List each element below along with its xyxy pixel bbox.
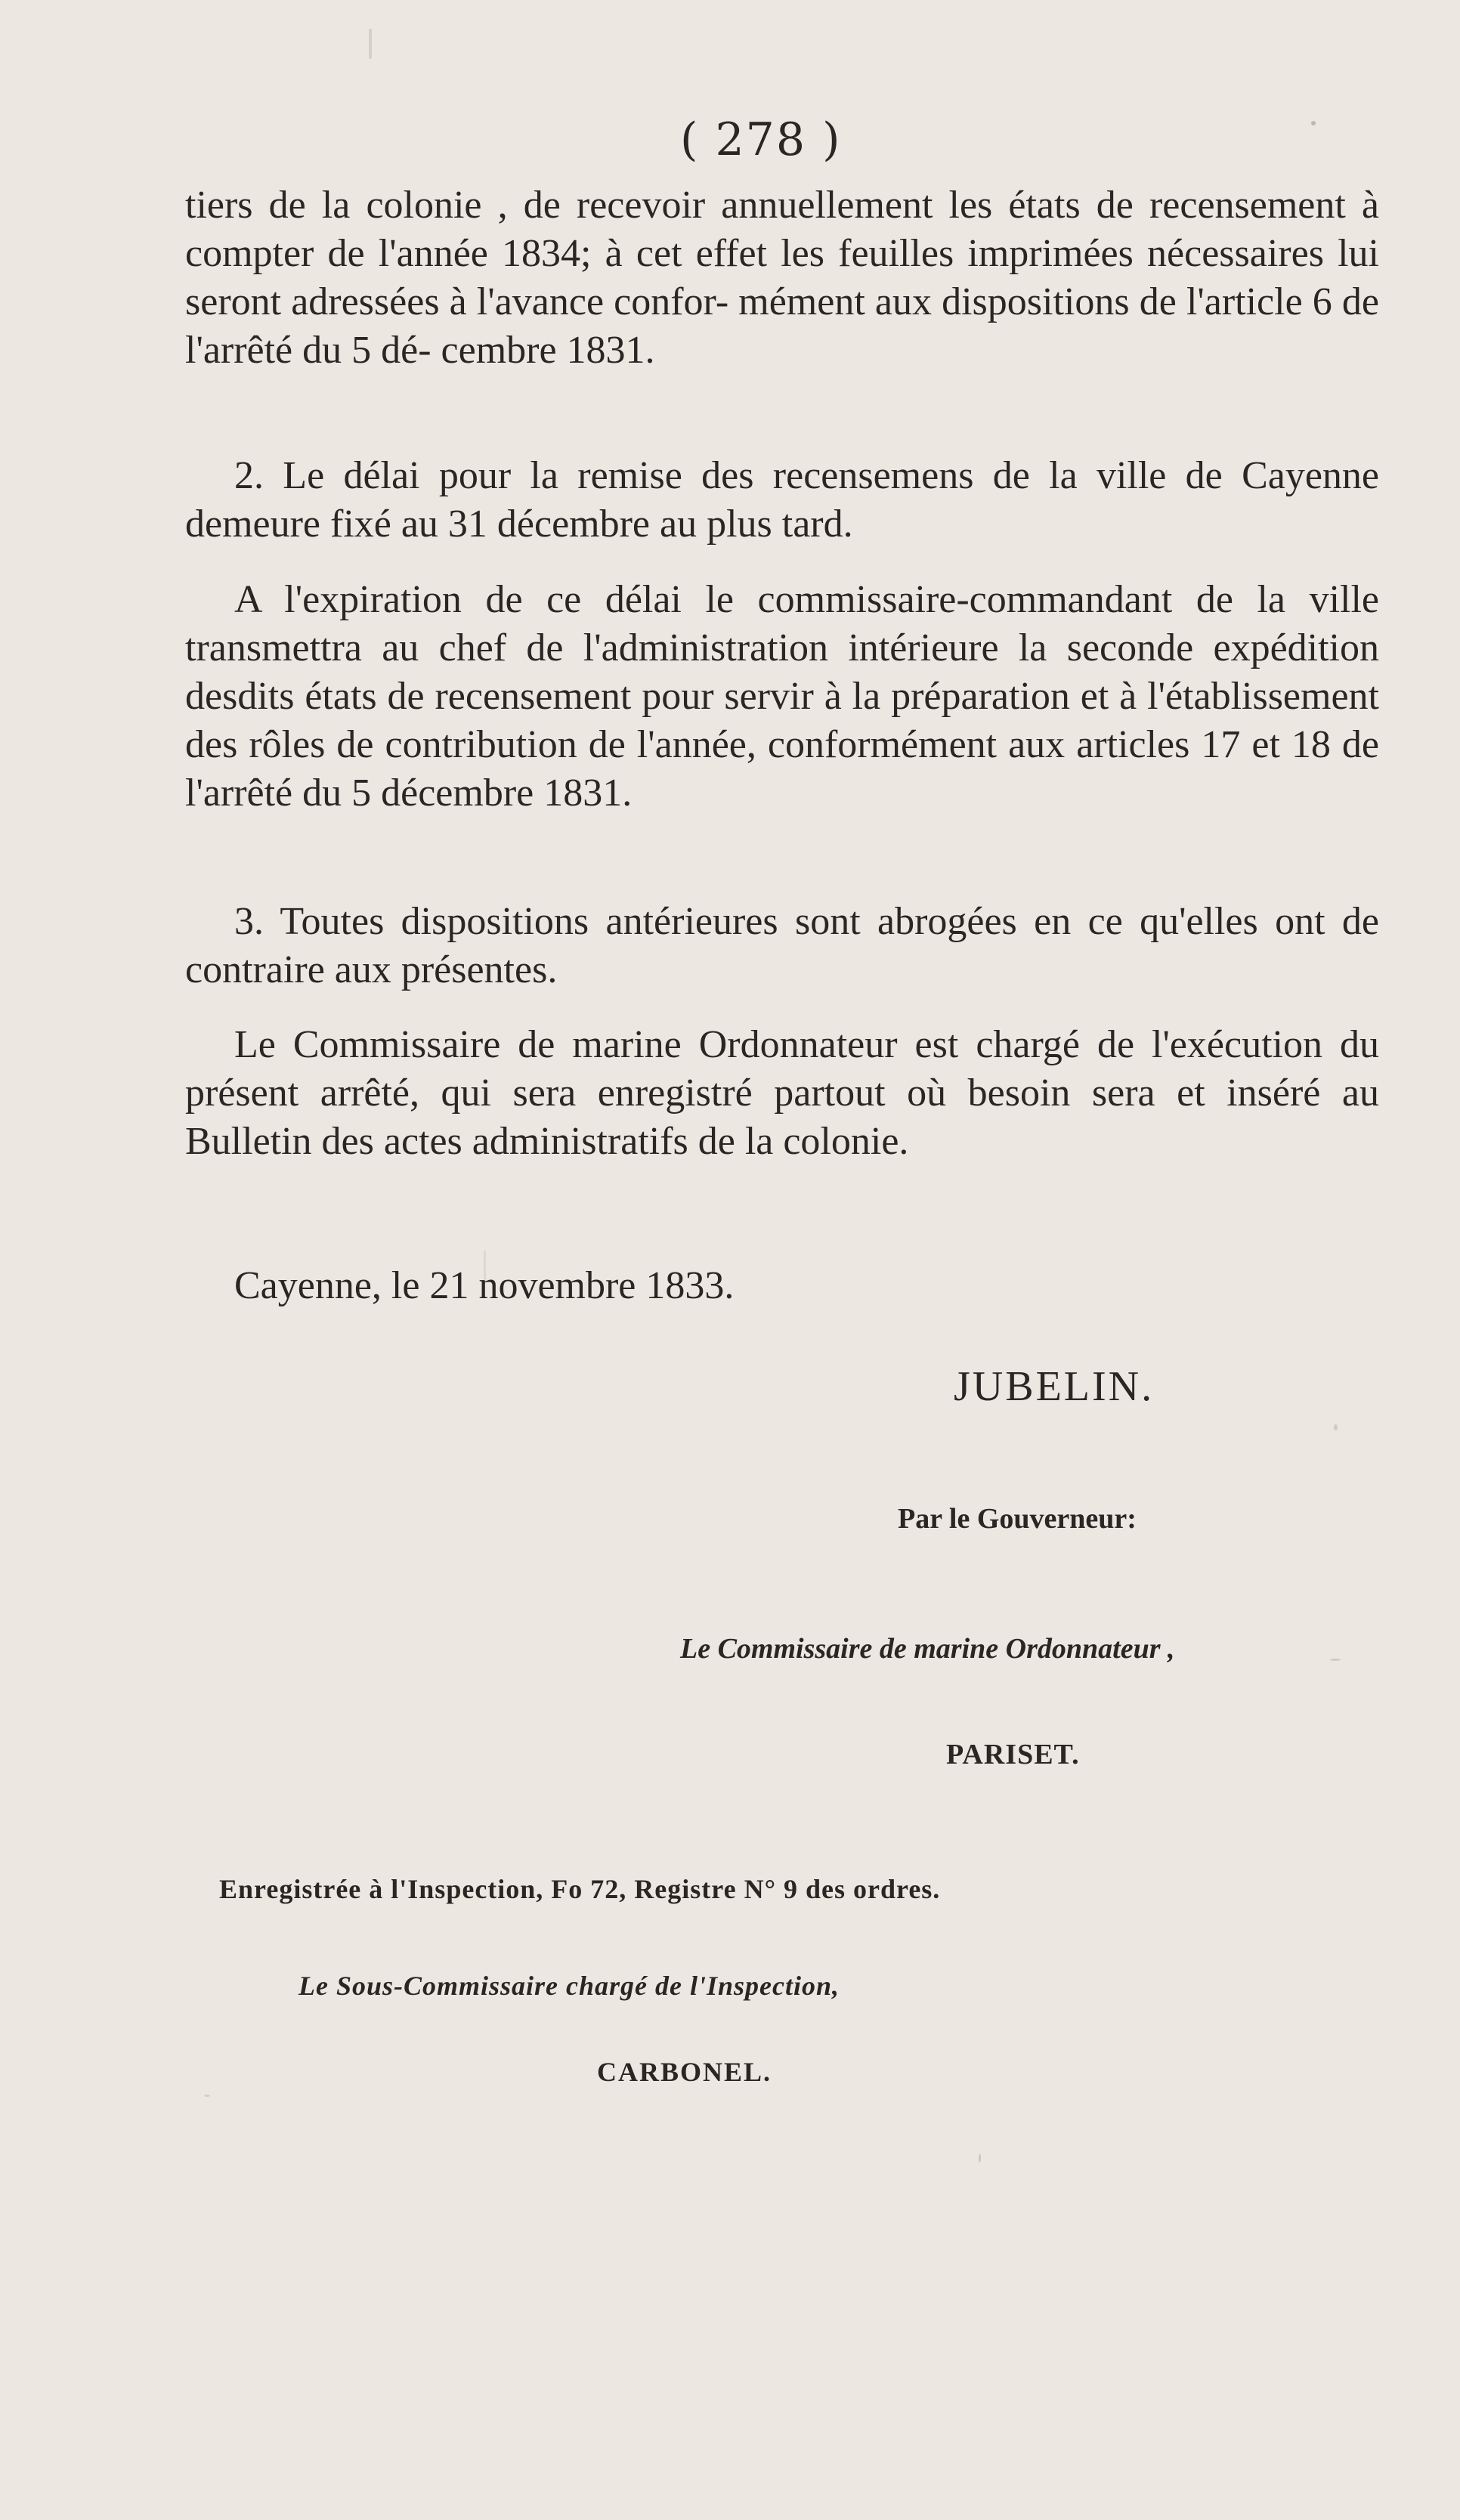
governor-signature: JUBELIN. — [954, 1363, 1155, 1410]
paper-speck — [204, 2095, 210, 2097]
paper-speck — [369, 29, 372, 59]
paper-speck — [979, 2154, 981, 2163]
article-3-paragraph — [185, 898, 1379, 994]
sous-commissaire-title: Le Sous-Commissaire chargé de l'Inspection, — [298, 1971, 840, 2001]
carbonel-signature: CARBONEL. — [597, 2057, 772, 2087]
expiration-paragraph — [185, 576, 1379, 818]
page-number: ( 278 ) — [680, 113, 842, 166]
paragraph-text: 3. Toutes dispositions antérieures sont abrogées en ce qu'elles ont de contraire aux présentes. — [185, 900, 1379, 991]
registration-note: Enregistrée à l'Inspection, Fo 72, Registre N° 9 des ordres. — [219, 1874, 941, 1904]
date-text: Cayenne, le 21 novembre 1833. — [234, 1264, 735, 1307]
paper-speck — [484, 1251, 486, 1281]
execution-paragraph — [185, 1021, 1379, 1166]
paragraph-text: Le Commissaire de marine Ordonnateur est chargé de l'exécution du présent arrêté, qui sera enregistré partout où besoin sera et inséré au Bulletin des actes administratifs de la colonie. — [185, 1023, 1379, 1163]
paper-speck — [1330, 1659, 1341, 1661]
commissaire-title: Le Commissaire de marine Ordonnateur , — [680, 1633, 1175, 1665]
date-line — [185, 1262, 1379, 1310]
paper-speck — [1334, 1424, 1338, 1430]
paragraph-text: 2. Le délai pour la remise des recensemens de la ville de Cayenne demeure fixé au 31 décembre au plus tard. — [185, 454, 1379, 546]
by-governor-label: Par le Gouverneur: — [898, 1503, 1137, 1535]
paragraph-text: tiers de la colonie , de recevoir annuellement les états de recensement à compter de l'année 1834; à cet effet les feuilles imprimées nécessaires lui seront adressées à l'avance confor- mément aux dispositions de l'article 6 de l'arrêté du 5 dé- cembre 1831. — [185, 184, 1379, 372]
paper-speck — [1311, 121, 1316, 125]
article-2-paragraph — [185, 452, 1379, 549]
paragraph-text: A l'expiration de ce délai le commissaire-commandant de la ville transmettra au chef de l'administration intérieure la seconde expédition desdits états de recensement pour servir à la préparation et à l'établissement des rôles de contribution de l'année, conformément aux articles 17 et 18 de l'arrêté du 5 décembre 1831. — [185, 578, 1379, 815]
pariset-signature: PARISET. — [946, 1739, 1080, 1770]
paragraph-continuation — [185, 181, 1379, 375]
